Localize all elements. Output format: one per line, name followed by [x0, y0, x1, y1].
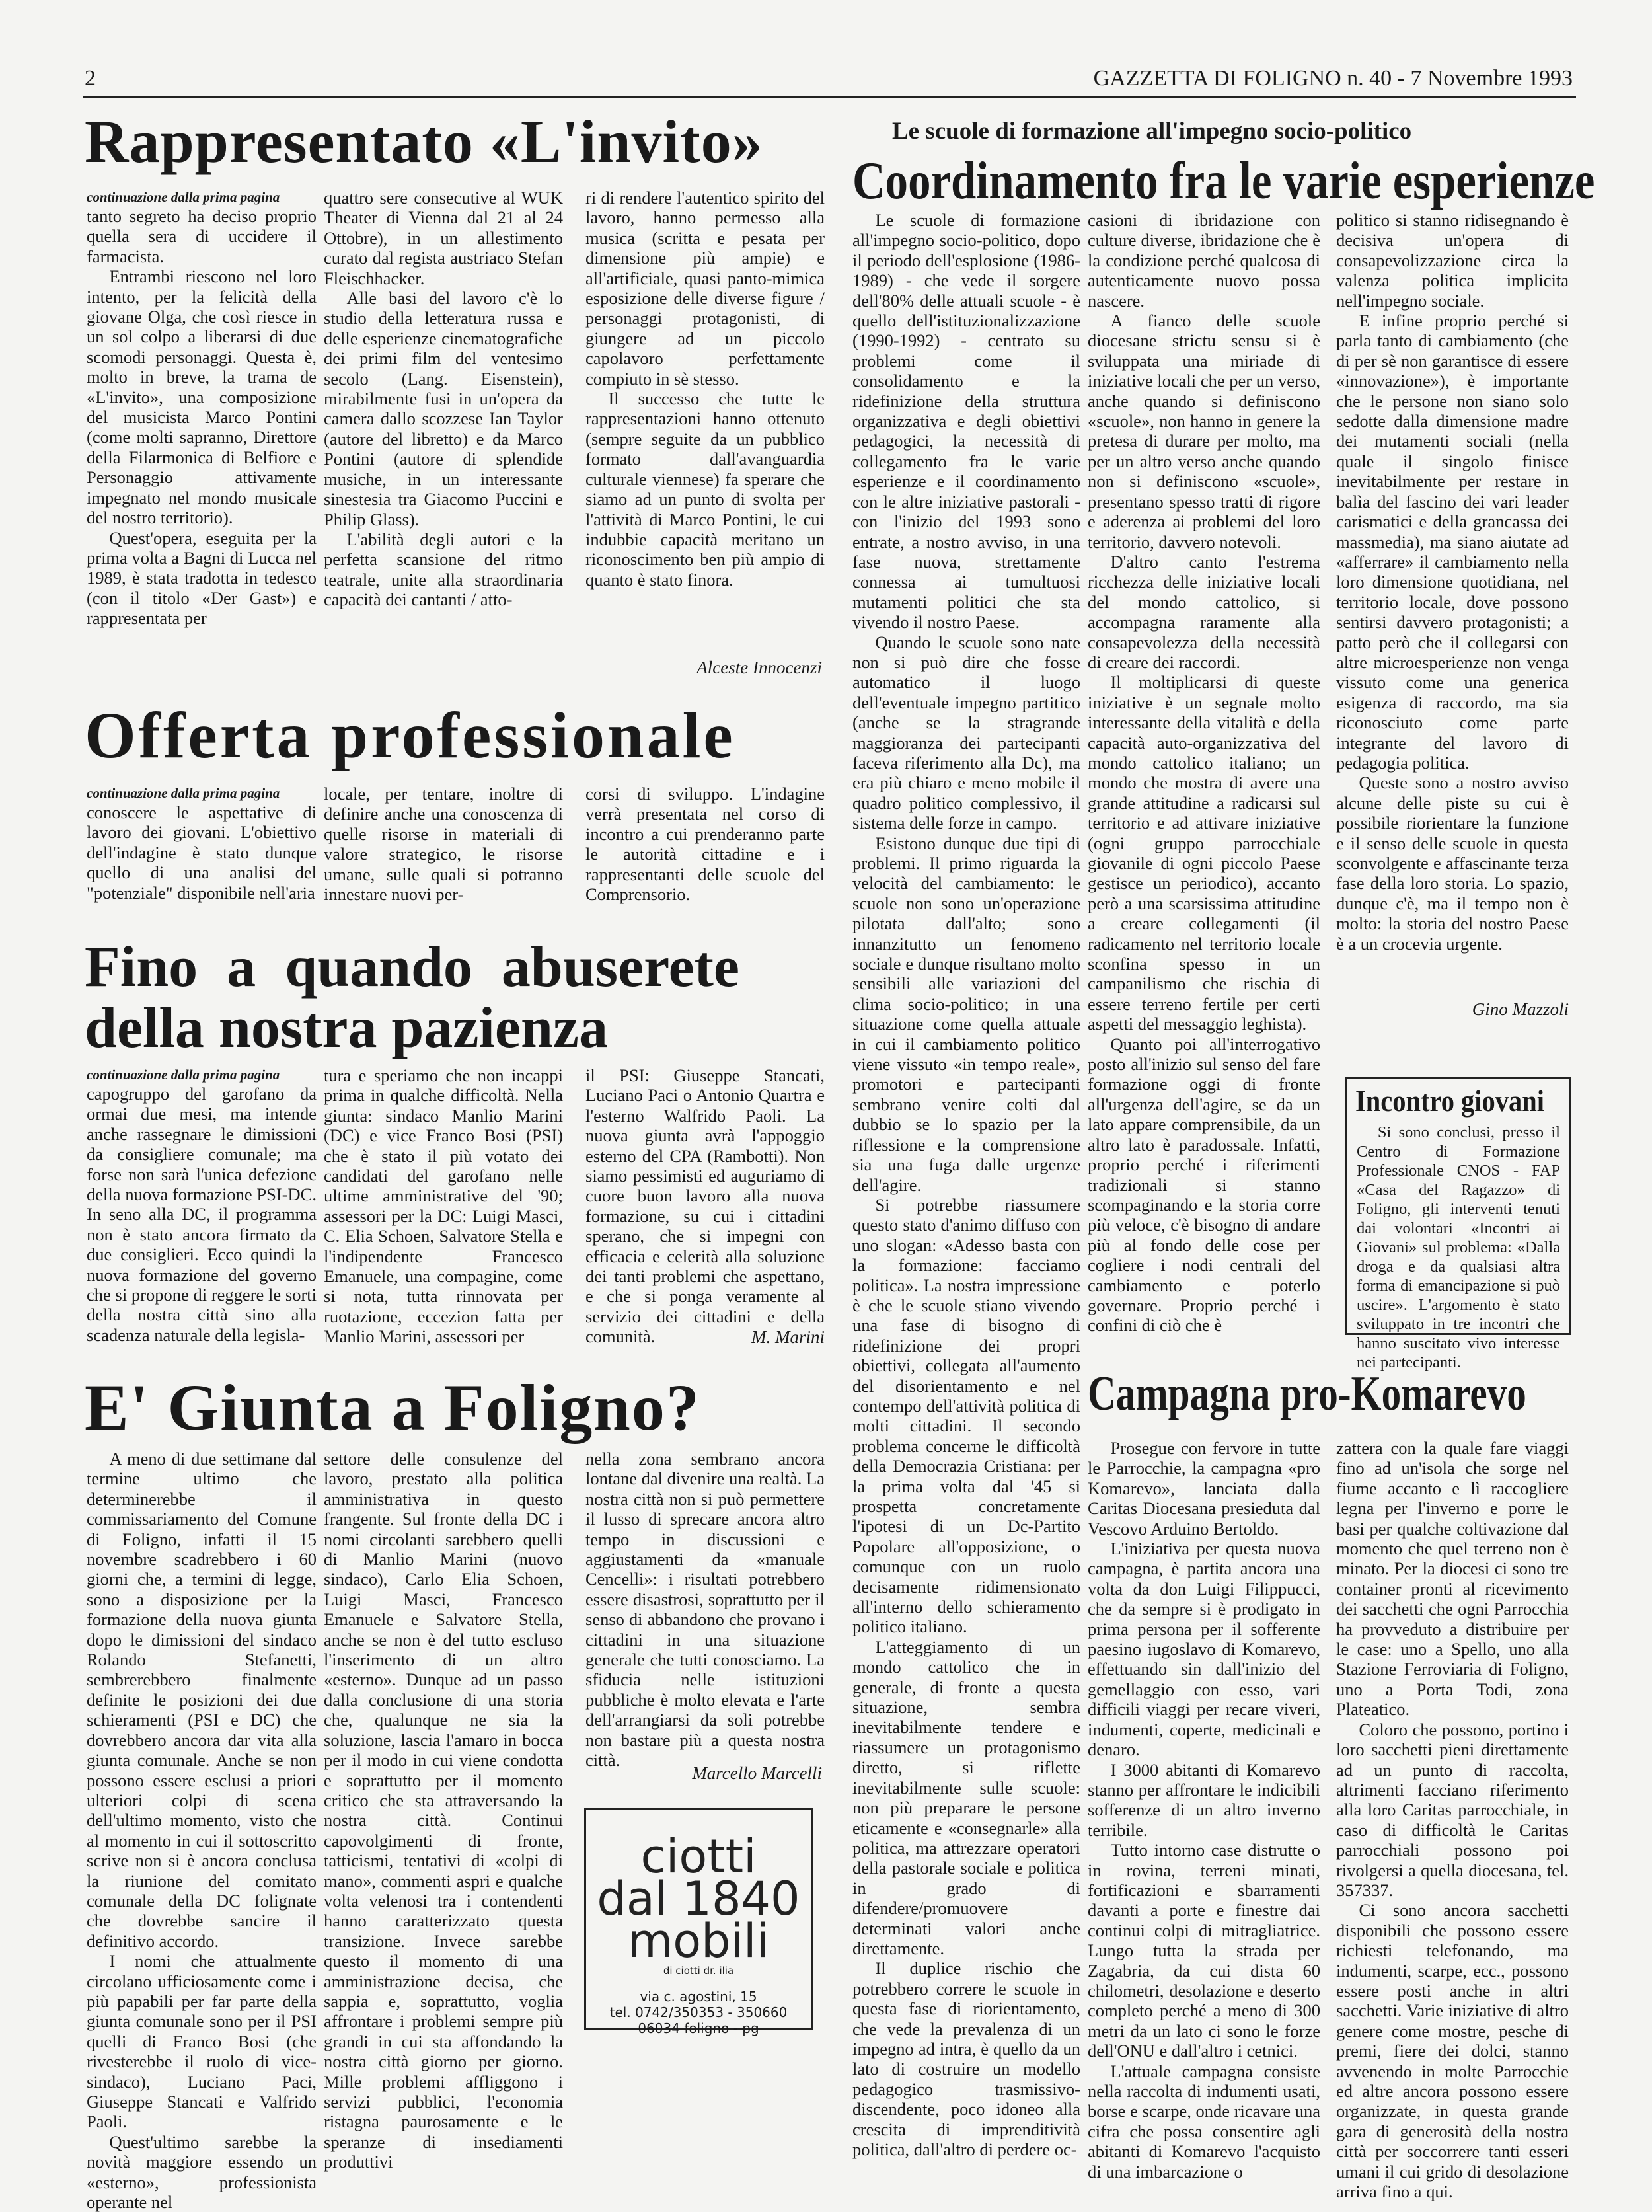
paragraph: Coloro che possono, portino i loro sacchetti pieni direttamente ad un punto di raccolta, altrimenti facciano riferimento alla loro Caritas parrocchiale, in caso di difficoltà le Caritas parrocchiali possono poi rivolgersi a quella diocesana, tel. 357337.	[1336, 1719, 1569, 1900]
article-column	[87, 1065, 317, 1345]
box-incontro-giovani	[1345, 1077, 1571, 1371]
ad-address: via c. agostini, 15	[640, 1989, 757, 2004]
paragraph: L'atteggiamento di un mondo cattolico che in generale, di fronte a questa situazione, sembra inevitabilmente tendere e riassumere un protagonismo diretto, si riflette inevitabilmente sulle scuole: non più preparare le persone eticamente e «consegnarle» alla politica, ma attrezzare operatori della pastorale sociale e politica in grado di difendere/promuovere determinati valori anche direttamente.	[852, 1636, 1080, 1958]
author-byline: Marcello Marcelli	[692, 1763, 822, 1783]
paragraph: Quando le scuole sono nate non si può dire che fosse automatico il luogo dell'eventuale impegno partitico (anche se la stragrande maggioranza dei partecipanti faceva riferimento alla Dc), ma era più chiaro e meno mobile il quadro politico complessivo, il sistema delle forze in campo.	[852, 632, 1080, 833]
paragraph: politico si stanno ridisegnando è decisiva un'opera di consapevolizzazione circa la valenza politica implicita nell'impegno sociale.	[1336, 210, 1569, 311]
article-column	[585, 784, 825, 904]
masthead: GAZZETTA DI FOLIGNO n. 40 - 7 Novembre 1993	[1093, 66, 1573, 91]
article-title-line1: Fino a quando abuserete	[85, 935, 739, 999]
paragraph: il PSI: Giuseppe Stancati, Luciano Paci o Antonio Quartra e l'esterno Walfrido Paoli. La nuova giunta avrà l'appoggio esterno del CPA (Rambotti). Non siamo pessimisti ed auguriamo di cuore buon lavoro alla nuova formazione, su cui i cittadini sperano, che si impegni con efficacia e celerità alla soluzione dei tanti problemi che aspettano, e che si ponga veramente al servizio dei cittadini e della comunità.	[585, 1065, 825, 1347]
paragraph: D'altro canto l'estrema ricchezza delle iniziative locali del mondo cattolico, si accompagna raramente alla consapevolezza della necessità di creare dei raccordi.	[1088, 551, 1320, 672]
paragraph: capogruppo del garofano da ormai due mesi, ma intende anche rassegnare le dimissioni da consigliere comunale; ma forse non sarà l'unica defezione della nuova formazione PSI-DC. In seno alla DC, il programma non è stato ancora firmato da due consiglieri. Ecco quindi la nuova formazione del governo che si propone di reggere le sorti della nostra città sino alla scadenza naturale della legisla-	[87, 1084, 317, 1345]
advertisement-ciotti-mobili	[584, 1808, 813, 2036]
ad-logo-line3: mobili	[628, 1914, 769, 1968]
paragraph: A meno di due settimane dal termine ultimo che determinerebbe il commissariamento del Comune di Foligno, infatti il 15 novembre scadrebbero i 60 giorni che, a termini di legge, sono a disposizione per la formazione della nuova giunta dopo le dimissioni del sindaco Rolando Stefanetti, sembrerebbero finalmente definite le posizioni dei due schieramenti (PSI e DC) che dovrebbero ancora dar vita alla giunta comunale. Anche se non possono essere esclusi a priori ulteriori colpi di scena dell'ultimo momento, visto che al momento in cui il sottoscritto scrive non si è ancora conclusa la riunione del comitato comunale della DC folignate che dovrebbe sancire il definitivo accordo.	[87, 1449, 317, 1951]
paragraph: Ci sono ancora sacchetti disponibili che possono essere richiesti telefonando, ma indumenti, scarpe, ecc., possono essere posti anche in altri sacchetti. Varie iniziative di altro genere come mostre, pesche di premi, fiere dei dolci, stanno avvenendo in molte Parrocchie ed altre ancora possono essere organizzate, in questa grande gara di generosità della nostra città per soccorrere tanti esseri umani il cui grido di desolazione arriva fino a qui.	[1336, 1900, 1569, 2202]
paragraph: Il moltiplicarsi di queste iniziative è un segnale molto interessante della vitalità e della capacità auto-organizzativa del mondo cattolico italiano; un mondo che mostra di avere una grande attitudine a radicarsi sul territorio e ad attivare iniziative (ogni gruppo parrocchiale giovanile di ogni piccolo Paese gestisce un periodico), accanto però a una scarsissima attitudine a creare collegamenti (il radicamento nel territorio locale sconfina spesso in un campanilismo che rischia di essere terreno fertile per certi aspetti del messaggio leghista).	[1088, 672, 1320, 1034]
article-title-line2: della nostra pazienza	[85, 996, 608, 1060]
ad-logo-line2: dal 1840	[597, 1872, 800, 1926]
paragraph: corsi di sviluppo. L'indagine verrà presentata nel corso di incontro a cui prenderanno parte le autorità cittadine e i rappresentanti delle scuole del Comprensorio.	[585, 784, 825, 905]
paragraph: Quanto poi all'interrogativo posto all'inizio sul senso del fare formazione oggi di fronte all'urgenza dell'agire, se da un lato appare comprensibile, da un altro lato è paradossale. Infatti, proprio perché i riferimenti tradizionali si stanno scompaginando e la storia corre più veloce, c'è bisogno di andare più al fondo delle cose per cogliere i nodi centrali del cambiamento e poterlo governare. Proprio perché i confini di ciò che è	[1088, 1034, 1320, 1336]
author-byline: Alceste Innocenzi	[696, 658, 822, 677]
article-column	[87, 1449, 317, 2212]
article-column	[87, 784, 317, 903]
article-column	[585, 1065, 825, 1347]
article-kicker: Le scuole di formazione all'impegno socio-politico	[892, 118, 1412, 145]
paragraph: Il successo che tutte le rappresentazioni hanno ottenuto (sempre seguite da un pubblico formato dall'avanguardia culturale viennese) fa sperare che siamo ad un punto di svolta per l'attività di Marco Pontini, le cui indubbie capacità meritano un riconoscimento ben più ampio di quanto è stato finora.	[585, 389, 825, 590]
paragraph: L'abilità degli autori e la perfetta scansione del ritmo teatrale, unite alla straordinaria capacità dei cantanti / atto-	[324, 529, 563, 610]
article-column	[585, 188, 825, 590]
ad-city: 06034 foligno - pg	[638, 2020, 759, 2036]
article-title: Coordinamento fra le varie esperienze	[852, 152, 1595, 210]
article-column	[1088, 210, 1320, 1336]
article-column	[87, 188, 317, 629]
author-byline: M. Marini	[751, 1326, 825, 1347]
paragraph: I nomi che attualmente circolano ufficiosamente come i più papabili per far parte della giunta comunale sono per il PSI quelli di Franco Bosi (che rivesterebbe il ruolo di vice-sindaco), Luciano Paci, Giuseppe Stancati e Valfrido Paoli.	[87, 1951, 317, 2132]
article-column	[324, 1449, 563, 2172]
paragraph: tura e speriamo che non incappi prima in qualche difficoltà. Nella giunta: sindaco Manlio Marini (DC) e vice Franco Bosi (PSI) che è stato il più votato dei candidati del garofano nelle ultime amministrative del '90; assessori per la DC: Luigi Masci, C. Elia Schoen, Salvatore Stella e l'indipendente Francesco Emanuele, una compagine, come si nota, tutta rinnovata per ruotazione, eccezion fatta per Manlio Marini, assessori per	[324, 1065, 563, 1347]
paragraph: L'iniziativa per questa nuova campagna, è partita ancora una volta da don Luigi Filippucci, che da sempre si è prodigato in prima persona per il sofferente paesino iugoslavo di Komarevo, effettuando sin dall'inizio del gemellaggio con esso, vari difficili viaggi per recare viveri, indumenti, coperte, medicinali e denaro.	[1088, 1539, 1320, 1760]
paragraph: Si sono conclusi, presso il Centro di Formazione Professionale CNOS - FAP «Casa del Ragazzo» di Foligno, gli interventi tenuti dai volontari «Incontri ai Giovani» sul problema: «Dalla droga e da qualsiasi altra forma di emancipazione si può uscire». L'argomento è stato sviluppato in tre incontri che hanno suscitato vivo interesse nei partecipanti.	[1357, 1124, 1560, 1371]
paragraph: Si potrebbe riassumere questo stato d'animo diffuso con uno slogan: «Adesso basta con la formazione: facciamo politica». La nostra impressione è che le scuole stiano vivendo una fase di bisogno di ridefinizione dei propri obiettivi, collegata all'aumento del disorientamento e nel contempo dell'attività politica di molti cittadini. Il secondo problema concerne le difficoltà della Democrazia Cristiana: per la prima volta dal '45 si prospetta concretamente l'ipotesi di un Dc-Partito Popolare all'opposizione, o comunque con un ruolo decisamente ridimensionato all'interno dello schieramento politico italiano.	[852, 1194, 1080, 1637]
paragraph: zattera con la quale fare viaggi fino ad un'isola che sorge nel fiume accanto e lì raccogliere legna per l'inverno e porre le basi per qualche coltivazione dal momento che quel terreno non è minato. Per la diocesi ci sono tre container pronti al ricevimento dei sacchetti che ogni Parrocchia ha provveduto a distribuire per le case: uno a Spello, uno alla Stazione Ferroviaria di Foligno, uno a Porta Todi, zona Plateatico.	[1336, 1438, 1569, 1720]
article-title: Campagna pro-Komarevo	[1088, 1367, 1526, 1421]
article-column	[1088, 1438, 1320, 2182]
paragraph: I 3000 abitanti di Komarevo stanno per affrontare le indicibili sofferenze di un altro inverno terribile.	[1088, 1759, 1320, 1840]
paragraph: Il duplice rischio che potrebbero correre le scuole in questa fase di riorientamento, che vede la prevalenza di un impegno ad intra, è quello da un lato di costruire un modello pedagogico trasmissivo-discendente, poco idoneo alla crescita di imprenditività politica, dall'altro di perdere oc-	[852, 1958, 1080, 2159]
box-title: Incontro giovani	[1355, 1084, 1545, 1118]
ad-owner: di ciotti dr. ilia	[663, 1965, 734, 1977]
paragraph: Le scuole di formazione all'impegno socio-politico, dopo il periodo dell'esplosione (1986-1989) - che vede il sorgere dell'80% delle attuali scuole - è quello dell'istituzionalizzazione (1990-1992) - centrato su problemi come il consolidamento e la ridefinizione della struttura organizzativa e degli obiettivi pedagogici, la necessità di collegamento fra le varie esperienze e il coordinamento con le altre iniziative pastorali - con l'inizio del 1993 sono entrate, a nostro avviso, in una fase nuova, strettamente connessa ai tumultuosi mutamenti politici che sta vivendo il nostro Paese.	[852, 210, 1080, 632]
paragraph: A fianco delle scuole diocesane strictu sensu si è sviluppata una miriade di iniziative locali che per un verso, anche quando si definiscono «scuole», non hanno in genere la pretesa di durare per molto, ma per un altro verso anche quando non si definiscono «scuole», presentano spesso tratti di rigore e aderenza ai problemi del loro territorio, davvero notevoli.	[1088, 311, 1320, 552]
ad-logo-line1: ciotti	[640, 1829, 757, 1884]
paragraph: L'attuale campagna consiste nella raccolta di indumenti usati, borse e scarpe, onde ricavare una cifra che possa consentire agli abitanti di Komarevo l'acquisto di una imbarcazione o	[1088, 2061, 1320, 2182]
paragraph: E infine proprio perché si parla tanto di cambiamento (che di per sè non garantisce di essere «innovazione»), è importante che le persone non siano solo sedotte dalla dimensione madre dei mutamenti sociali (nella quale il singolo finisce inevitabilmente per restare in balìa del fascino dei vari leader carismatici e della grancassa dei massmedia), ma siano aiutate ad «afferrare» il cambiamento nella loro dimensione quotidiana, nel territorio locale, dove possono sentirsi davvero protagonisti; a patto però che il collegarsi con altre microesperienze non venga vissuto come una generica esigenza di raccordo, ma sia riconosciuto come parte integrante del lavoro di pedagogia politica.	[1336, 311, 1569, 773]
article-column	[1336, 210, 1569, 954]
author-byline: Gino Mazzoli	[1472, 999, 1569, 1019]
article-title: Rappresentato «L'invito»	[85, 108, 763, 175]
article-column	[585, 1449, 825, 1771]
paragraph: nella zona sembrano ancora lontane dal divenire una realtà. La nostra città non si può permettere il lusso di sprecare ancora altro tempo in discussioni e aggiustamenti da «manuale Cencelli»: i risultati potrebbero essere disastrosi, soprattutto per il senso di abbandono che provano i cittadini in una situazione generale che tutti conosciamo. La sfiducia nelle istituzioni pubbliche è molto elevata e l'arte dell'arrangiarsi da soli potrebbe non bastare più a questa nostra città.	[585, 1449, 825, 1771]
paragraph: conoscere le aspettative di lavoro dei giovani. L'obiettivo dell'indagine è stato dunque quello di una analisi del "potenziale" disponibile nell'aria	[87, 802, 317, 903]
paragraph: tanto segreto ha deciso proprio quella sera di uccidere il farmacista.	[87, 206, 317, 266]
paragraph: Prosegue con fervore in tutte le Parrocchie, la campagna «pro Komarevo», lanciata dalla Caritas Diocesana presieduta dal Vescovo Arduino Bertoldo.	[1088, 1438, 1320, 1539]
paragraph: casioni di ibridazione con culture diverse, ibridazione che è la condizione perché qualcosa di autenticamente nuovo possa nascere.	[1088, 210, 1320, 311]
page-number: 2	[85, 66, 96, 91]
paragraph: Esistono dunque due tipi di problemi. Il primo riguarda la velocità del cambiamento: le scuole non sono un'operazione pilotata dall'alto; sono innanzitutto un fenomeno sociale e dunque risultano molto sensibili alle variazioni del clima socio-politico; in una situazione come quella attuale in cui il cambiamento politico viene vissuto «in tempo reale», promotori e partecipanti sembrano venire colti dal dubbio se lo spazio per la riflessione e la comprensione sia una fuga dalle urgenze dell'agire.	[852, 833, 1080, 1195]
continuation-kicker: continuazione dalla prima pagina	[87, 189, 280, 205]
continuation-kicker: continuazione dalla prima pagina	[87, 1067, 280, 1083]
paragraph: ri di rendere l'autentico spirito del lavoro, hanno permesso alla musica (scritta e pesata per dimensione più ampie) e all'artificiale, quasi panto-mimica esposizione delle diverse figure / personaggi protagonisti, di giungere ad un piccolo capolavoro perfettamente compiuto in sè stesso.	[585, 188, 825, 389]
article-column	[1336, 1438, 1569, 2201]
ad-phone: tel. 0742/350353 - 350660	[609, 2004, 788, 2020]
paragraph: quattro sere consecutive al WUK Theater di Vienna dal 21 al 24 Ottobre), in un allestimento curato dal regista austriaco Stefan Fleischhacker.	[324, 188, 563, 288]
paragraph: locale, per tentare, inoltre di definire anche una conoscenza di quelle risorse in materiali di valore strategico, le risorse umane, sulle quali si potranno innestare nuovi per-	[324, 784, 563, 905]
paragraph: Queste sono a nostro avviso alcune delle piste su cui è possibile riorientare la funzione e il senso delle scuole in questa sconvolgente e affascinante terza fase della loro storia. Lo spazio, dunque c'è, ma il tempo non è molto: la storia del nostro Paese è a un crocevia urgente.	[1336, 773, 1569, 954]
paragraph: Alle basi del lavoro c'è lo studio della letteratura russa e delle esperienze cinematografiche dei primi film del ventesimo secolo (Lang. Eisenstein), mirabilmente fusi in un'opera da camera dallo scozzese Ian Taylor (autore del libretto) e da Marco Pontini (autore di splendide musiche, in un interessante sinestesia tra Giacomo Puccini e Philip Glass).	[324, 288, 563, 529]
paragraph: settore delle consulenze del lavoro, prestato alla politica amministrativa in questo frangente. Sul fronte della DC i nomi circolanti sarebbero quelli di Manlio Marini (nuovo sindaco), Carlo Elia Schoen, Luigi Masci, Francesco Emanuele e Salvatore Stella, anche se non è del tutto escluso l'inserimento di un altro «esterno». Dunque ad un passo dalla conclusione di una storia che, qualunque ne sia la soluzione, lascia l'amaro in bocca per il modo in cui viene condotta e soprattutto per il momento critico che sta attraversando la nostra città. Continui capovolgimenti di fronte, tatticismi, tentativi di «colpi di mano», commenti aspri e qualche volta velenosi tra i contendenti hanno caratterizzato questa transizione. Invece sarebbe questo il momento di una amministrazione decisa, che sappia e, soprattutto, voglia affrontare i problemi sempre più grandi in cui sta affondando la nostra città giorno per giorno. Mille problemi affliggono i servizi pubblici, l'economia ristagna paurosamente e le speranze di insediamenti produttivi	[324, 1449, 563, 2172]
box-text	[1357, 1123, 1560, 1372]
paragraph: Entrambi riescono nel loro intento, per la felicità della giovane Olga, che così riesce in un sol colpo a liberarsi di due scomodi personaggi. Questa è, molto in breve, la trama de «L'invito», una composizione del musicista Marco Pontini (come molti sapranno, Direttore della Filarmonica di Belfiore e Personaggio attivamente impegnato nel mondo musicale del nostro territorio).	[87, 266, 317, 528]
continuation-kicker: continuazione dalla prima pagina	[87, 785, 280, 801]
paragraph: Quest'ultimo sarebbe la novità maggiore essendo un «esterno», professionista operante nel	[87, 2131, 317, 2212]
article-column	[324, 188, 563, 610]
article-title: Offerta professionale	[85, 699, 735, 772]
article-column	[852, 210, 1080, 2159]
header-rule	[83, 96, 1576, 98]
article-title: E' Giunta a Foligno?	[85, 1371, 700, 1444]
article-column	[324, 784, 563, 904]
paragraph: Quest'opera, eseguita per la prima volta a Bagni di Lucca nel 1989, è stata tradotta in tedesco (con il titolo «Der Gast») e rappresentata per	[87, 527, 317, 629]
article-column	[324, 1065, 563, 1347]
paragraph: Tutto intorno case distrutte o in rovina, terreni minati, fortificazioni e sbarramenti davanti a porte e finestre dai continui colpi di mitragliatrice. Lungo tutta la strada per Zagabria, da cui dista 60 chilometri, desolazione e deserto completo perché a meno di 300 metri da un lato ci sono le forze dell'ONU e dall'altro i cetnici.	[1088, 1840, 1320, 2061]
